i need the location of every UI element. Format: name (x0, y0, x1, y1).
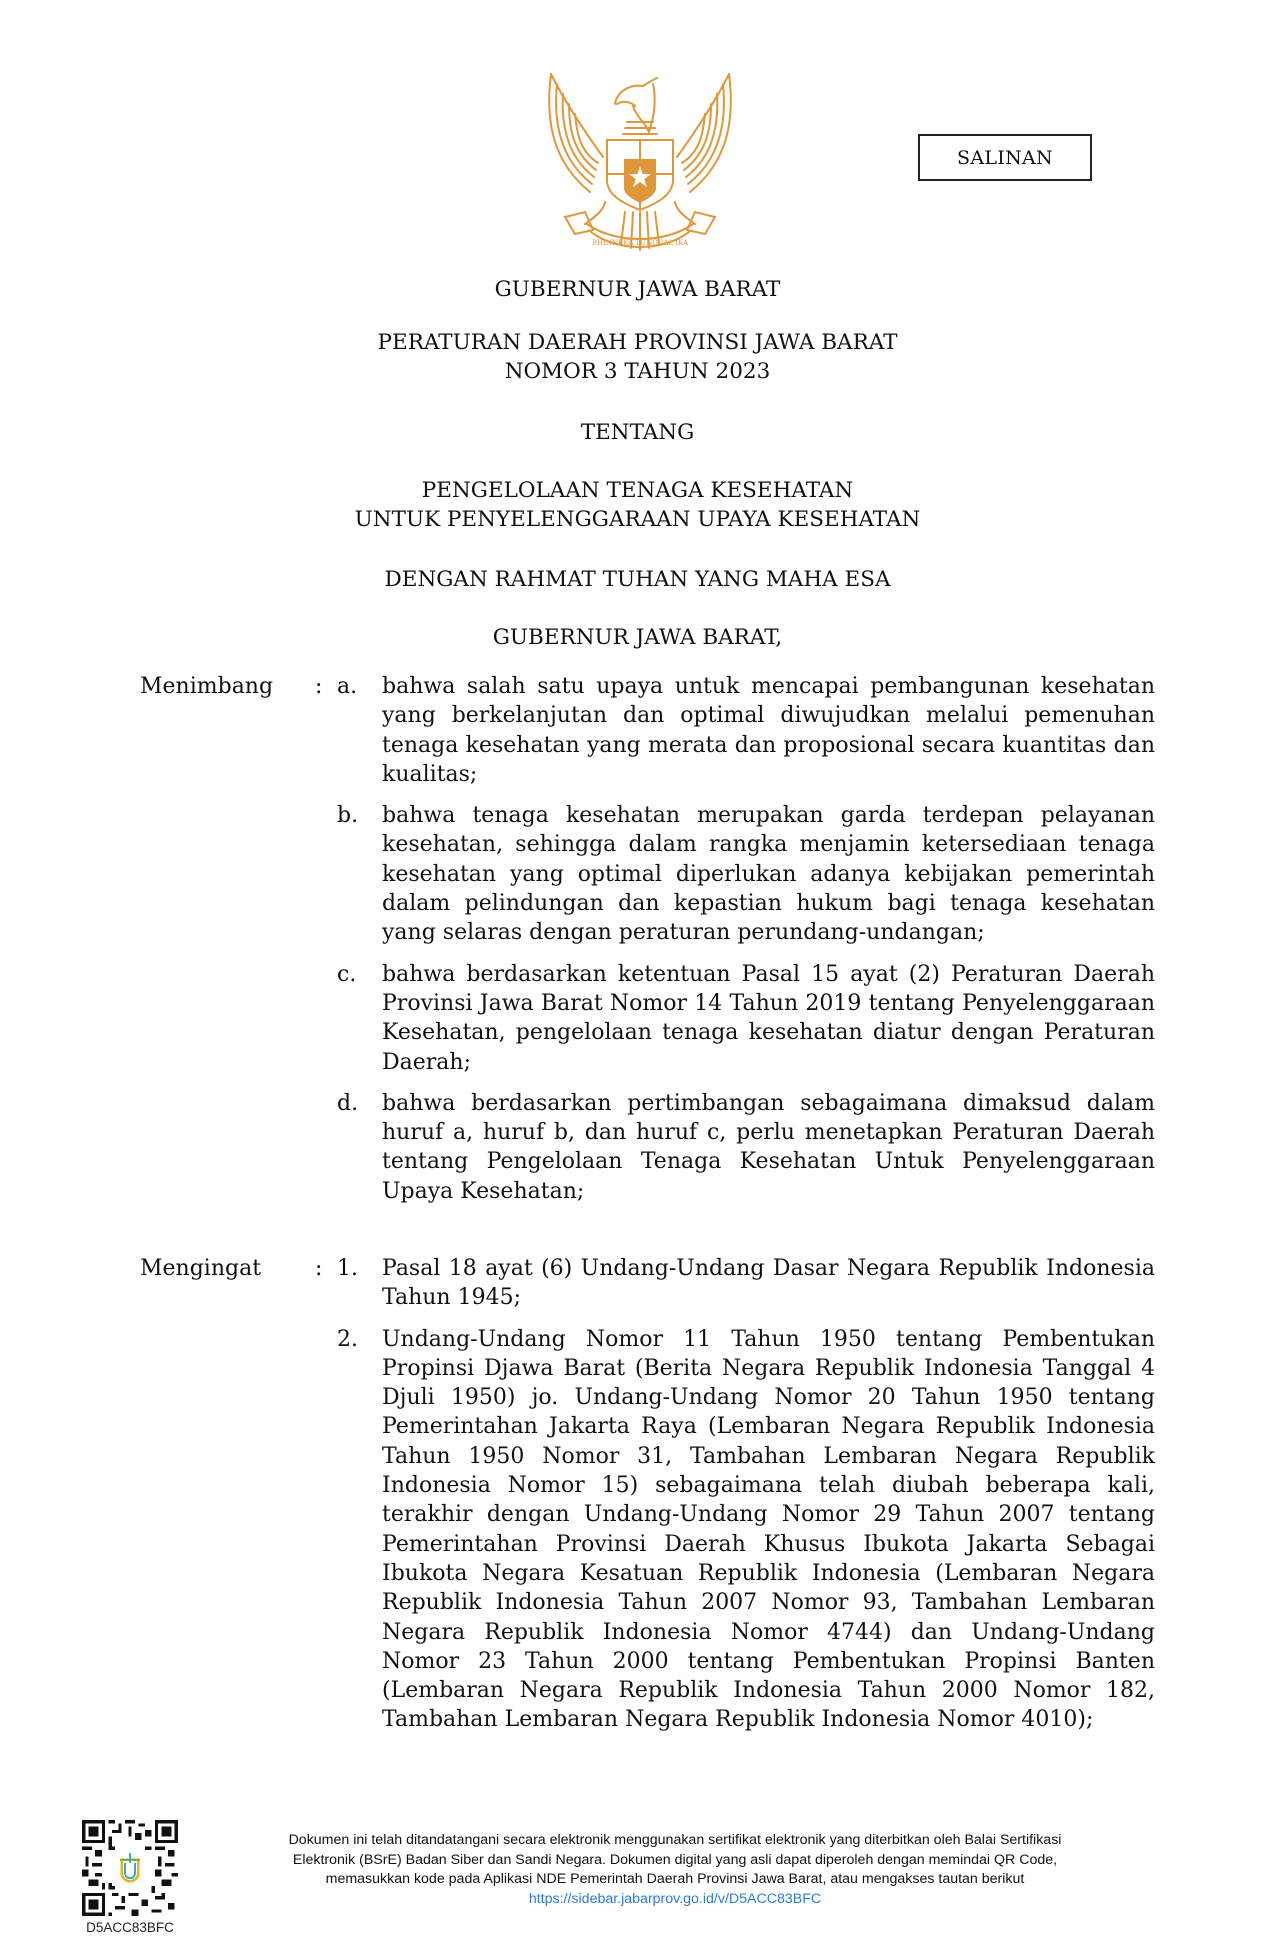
issuer-heading (0, 275, 1275, 304)
menimbang-list (337, 672, 1155, 1218)
item-marker: 2. (337, 1326, 358, 1352)
enactor-heading (0, 623, 1275, 652)
item-text: Undang-Undang Nomor 11 Tahun 1950 tentang Pembentukan Propinsi Djawa Barat (Berita Negara Republik Indonesia Tanggal 4 Djuli 1950) jo. Undang-Undang Nomor 20 Tahun 1950 tentang Pemerintahan Jakarta Raya (Lembaran Negara Republik Indonesia Tahun 1950 Nomor 31, Tambahan Lembaran Negara Republik Indonesia Nomor 15) sebagaimana telah diubah beberapa kali, terakhir dengan Undang-Undang Nomor 29 Tahun 2007 tentang Pemerintahan Provinsi Daerah Khusus Ibukota Jakarta Sebagai Ibukota Negara Kesatuan Republik Indonesia (Lembaran Negara Republik Indonesia Tahun 2007 Nomor 93, Tambahan Lembaran Negara Republik Indonesia Nomor 4744) dan Undang-Undang Nomor 23 Tahun 2000 tentang Pembentukan Propinsi Banten (Lembaran Negara Republik Indonesia Tahun 2000 Nomor 182, Tambahan Lembaran Negara Republik Indonesia Nomor 4010); (382, 1326, 1155, 1733)
garuda-emblem-icon (545, 62, 735, 262)
regulation-heading (0, 328, 1275, 386)
emblem-motto: BHINNEKA TUNGGAL IKA (591, 239, 689, 247)
subject-line-1: PENGELOLAAN TENAGA KESEHATAN (421, 478, 854, 503)
mengingat-colon: : (315, 1256, 323, 1281)
item-text: bahwa berdasarkan ketentuan Pasal 15 ayat (2) Peraturan Daerah Provinsi Jawa Barat Nomor 14 Tahun 2019 tentang Penyelenggaraan Kesehatan, pengelolaan tenaga kesehatan diatur dengan Peraturan Daerah; (382, 961, 1155, 1075)
menimbang-label: Menimbang (140, 674, 274, 699)
enactor-text: GUBERNUR JAWA BARAT, (492, 625, 783, 650)
esignature-footer (0, 1815, 1275, 1945)
item-text: bahwa tenaga kesehatan merupakan garda terdepan pelayanan kesehatan, sehingga dalam rangka menjamin ketersediaan tenaga kesehatan yang optimal diperlukan adanya kebijakan pemerintah dalam pelindungan dan kepastian hukum bagi tenaga kesehatan yang selaras dengan peraturan perundang-undangan; (382, 803, 1155, 946)
item-marker: c. (337, 961, 357, 987)
invocation-heading (0, 565, 1275, 594)
qr-code-id: D5ACC83BFC (86, 1920, 174, 1935)
notice-line-2: Elektronik (BSrE) Badan Siber dan Sandi Negara. Dokumen digital yang asli dapat diperoleh dengan memindai QR Code, (292, 1851, 1058, 1868)
subject-heading (0, 476, 1275, 534)
esignature-notice (215, 1831, 1135, 1909)
regulation-number: NOMOR 3 TAHUN 2023 (504, 359, 771, 384)
item-marker: 1. (337, 1256, 358, 1281)
notice-line-1: Dokumen ini telah ditandatangani secara elektronik menggunakan sertifikat elektronik yang diterbitkan oleh Balai Sertifikasi (288, 1832, 1062, 1848)
item-marker: d. (337, 1090, 359, 1116)
menimbang-section (140, 672, 1155, 1218)
item-marker: b. (337, 803, 359, 829)
issuer-text: GUBERNUR JAWA BARAT (494, 277, 781, 302)
about-heading (0, 418, 1275, 447)
mengingat-item-1 (337, 1254, 1155, 1313)
menimbang-item-d (337, 1089, 1155, 1206)
menimbang-item-c (337, 960, 1155, 1077)
salinan-label: SALINAN (957, 146, 1053, 169)
mengingat-label: Mengingat (140, 1256, 262, 1281)
menimbang-item-b (337, 801, 1155, 947)
invocation-text: DENGAN RAHMAT TUHAN YANG MAHA ESA (384, 567, 891, 592)
verification-link[interactable]: https://sidebar.jabarprov.go.id/v/D5ACC83BFC (528, 1890, 822, 1907)
item-marker: a. (337, 674, 358, 699)
notice-line-3: memasukkan kode pada Aplikasi NDE Pemerintah Daerah Provinsi Jawa Barat, atau mengakses tautan berikut (325, 1871, 1025, 1887)
item-text: bahwa berdasarkan pertimbangan sebagaimana dimaksud dalam huruf a, huruf b, dan huruf c, perlu menetapkan Peraturan Daerah tentang Pengelolaan Tenaga Kesehatan Untuk Penyelenggaraan Upaya Kesehatan; (382, 1090, 1155, 1204)
mengingat-section (140, 1254, 1155, 1747)
item-text: Pasal 18 ayat (6) Undang-Undang Dasar Negara Republik Indonesia Tahun 1945; (382, 1256, 1155, 1311)
menimbang-item-a (337, 672, 1155, 789)
menimbang-colon: : (315, 674, 323, 699)
qr-code-icon[interactable] (82, 1820, 178, 1916)
subject-line-2: UNTUK PENYELENGGARAAN UPAYA KESEHATAN (354, 507, 921, 532)
salinan-stamp (918, 134, 1092, 181)
about-text: TENTANG (580, 420, 695, 445)
item-text: bahwa salah satu upaya untuk mencapai pembangunan kesehatan yang berkelanjutan dan optimal diwujudkan melalui pemenuhan tenaga kesehatan yang merata dan proposional secara kuantitas dan kualitas; (382, 674, 1155, 787)
mengingat-list (337, 1254, 1155, 1747)
regulation-type: PERATURAN DAERAH PROVINSI JAWA BARAT (377, 330, 898, 355)
mengingat-item-2 (337, 1325, 1155, 1735)
